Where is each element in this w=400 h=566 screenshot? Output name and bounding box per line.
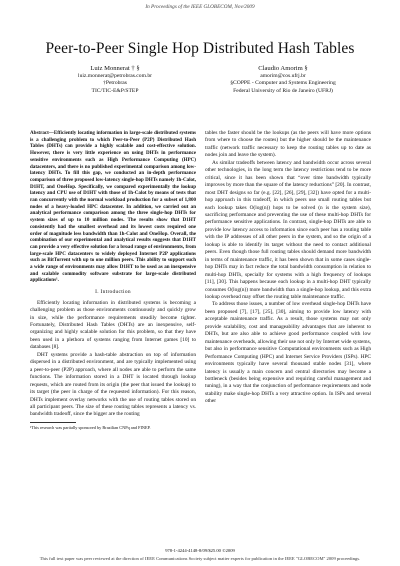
copyright-line: 978-1-4244-4148-8/09/$25.00 ©2009: [165, 548, 235, 553]
author-name: Claudio Amorim §: [258, 65, 308, 72]
running-header: In Proceedings of the IEEE GLOBECOM, Nov/2009: [145, 4, 255, 10]
abstract: Abstract—Efficiently locating information in large-scale distributed systems is a challenging problem to which Peer-to-Peer (P2P) Distributed Hash Tables (DHTs) can provide a highly scalable and cost-effective solution. However, there is very little experience on using DHTs in performance sensitive environments such as High Performance Computing (HPC) datacenters, and there is no published experimental comparison among low-latency DHTs. To fill this gap, we conducted an in-depth performance comparison of three proposed low-latency single-hop DHTs namely 1h-Calot, D1HT, and OneHop. Specifically, we compared experimentally the lookup latency and CPU use of D1HT with those of 1h-Calot by means of tests that ran concurrently with the normal workload production for a subset of 1,800 nodes of a heavy-loaded HPC datacenter. In addition, we carried out an analytical performance comparison among the three single-hop DHTs for system sizes of up to 10 million nodes. The results show that D1HT consistently had the smallest overhead and its lowest costs required one order of magnitude less bandwidth than 1h-Calot and OneHop. Overall, the combination of our experimental and analytical results suggests that D1HT can provide a very effective solution for a broad range of environments, from large-scale HPC datacenters to widely deployed Internet P2P applications such as BitTorrent with up to one million peers. This ability to support such a wide range of environments may allow D1HT to be used as an inexpensive and scalable commodity software substrate for large-scale distributed applications¹.: [30, 130, 196, 284]
author-block-2: [198, 65, 368, 95]
author-email: amorim@cos.ufrj.br: [260, 73, 306, 79]
paragraph: tables the faster should be the lookups (as the peers will have more options from where to choose the routes) but the higher should be the maintenance traffic (network traffic necessary to keep the routing tables up to date as nodes join and leave the system).: [205, 130, 371, 159]
right-column: [205, 130, 371, 406]
author-affiliation: TIC/TIC-E&P/STEP: [91, 87, 139, 94]
paper-title: Peer-to-Peer Single Hop Distributed Hash Tables: [45, 40, 355, 57]
author-affiliation: §COPPE - Computer and Systems Engineering: [230, 80, 336, 87]
author-name: Luiz Monnerat † §: [90, 65, 140, 72]
paragraph: As similar tradeoffs between latency and bandwidth occur across several other technologies, in the long term the latency restrictions tend to be more critical, since it has been shown that “over time bandwidth typically improves by more than the square of the latency reductions” [20]. In contrast, most DHT designs so far (e.g. [22], [26], [29], [32]) have opted for a multi-hop approach in this tradeoff, in which peers use small routing tables but each lookup takes O(log(n)) hops to be solved (n is the system size), sacrificing performance and preventing the use of these multi-hop DHTs for performance sensitive applications. In contrast, single-hop DHTs are able to provide low latency access to information since each peer has a routing table with the IP addresses of all other peers in the system, and so the origin of a lookup is able to identify its target without the need to contact additional peers. Even though those full routing tables should demand more bandwidth in terms of maintenance traffic, it has been shown that in some cases single-hop DHTs may in fact reduce the total bandwidth consumption in relation to multi-hop DHTs, specially for systems with a high frequency of lookups [11], [30]. This happens because each lookup in a multi-hop DHT typically consumes O(log(n)) more bandwidth than a single-hop lookup, and this extra lookup overhead may offset the routing table maintenance traffic.: [205, 159, 371, 300]
author-affiliation: Federal University of Rio de Janeiro (UFRJ): [233, 87, 333, 94]
paragraph: To address those issues, a number of low overhead single-hop DHTs have been proposed [7], [17], [25], [30], aiming to provide low latency with acceptable maintenance traffic. As a result, those systems may not only provide scalability, cost and manageability advantages that are inherent to DHTs, but are also able to achieve good performance coupled with low maintenance overheads, allowing their use not only by Internet wide systems, but also in performance sensitive Computational environments such as High Performance Computing (HPC) and Internet Service Providers (ISPs). HPC environments typically have several thousand stable nodes [31], where latency is usually a main concern and central directories may become a bottleneck (besides being expensive and requiring careful management and tuning), in a way that the conjunction of performance requirements and node stability make single-hop DHTs a very attractive option. In ISPs and several other: [205, 301, 371, 405]
footnote-rule: [30, 422, 76, 423]
review-note: This full text paper was peer reviewed at the direction of IEEE Communications Society subject matter experts for publication in the IEEE "GLOBECOM" 2009 proceedings.: [39, 556, 361, 561]
paragraph: Efficiently locating information in distributed systems is becoming a challenging problem as those environments continuously and quickly grow in size, while the performance requirements steadily become tighter. Fortunately, Distributed Hash Tables (DHTs) are an inexpensive, self-organizing and highly scalable solution for this problem, so that they have been used in a plethora of systems ranging from Internet games [10] to databases [8].: [30, 299, 196, 351]
author-email: luiz.monnerat@petrobras.com.br: [78, 73, 152, 79]
author-block-1: [30, 65, 200, 95]
footnote: ¹This research was partially sponsored by Brazilian CNPq and FINEP.: [30, 424, 151, 430]
left-column: [30, 130, 196, 430]
author-affiliation: †Petrobras: [103, 80, 127, 87]
section-heading: I. Introduction: [95, 289, 131, 296]
paragraph: DHT systems provide a hash-table abstraction on top of information dispersed in a distributed environment, and are typically implemented using a peer-to-peer (P2P) approach, where all nodes are able to perform the same functions. The information stored in a DHT is located through lookup requests, which are routed from its origin (the peer that issued the lookup) to its target (the peer in charge of the requested information). For this reason, DHTs implement overlay networks with the use of routing tables stored on all participant peers. The size of these routing tables represents a latency vs. bandwidth tradeoff, since the bigger are the routing: [30, 351, 196, 418]
